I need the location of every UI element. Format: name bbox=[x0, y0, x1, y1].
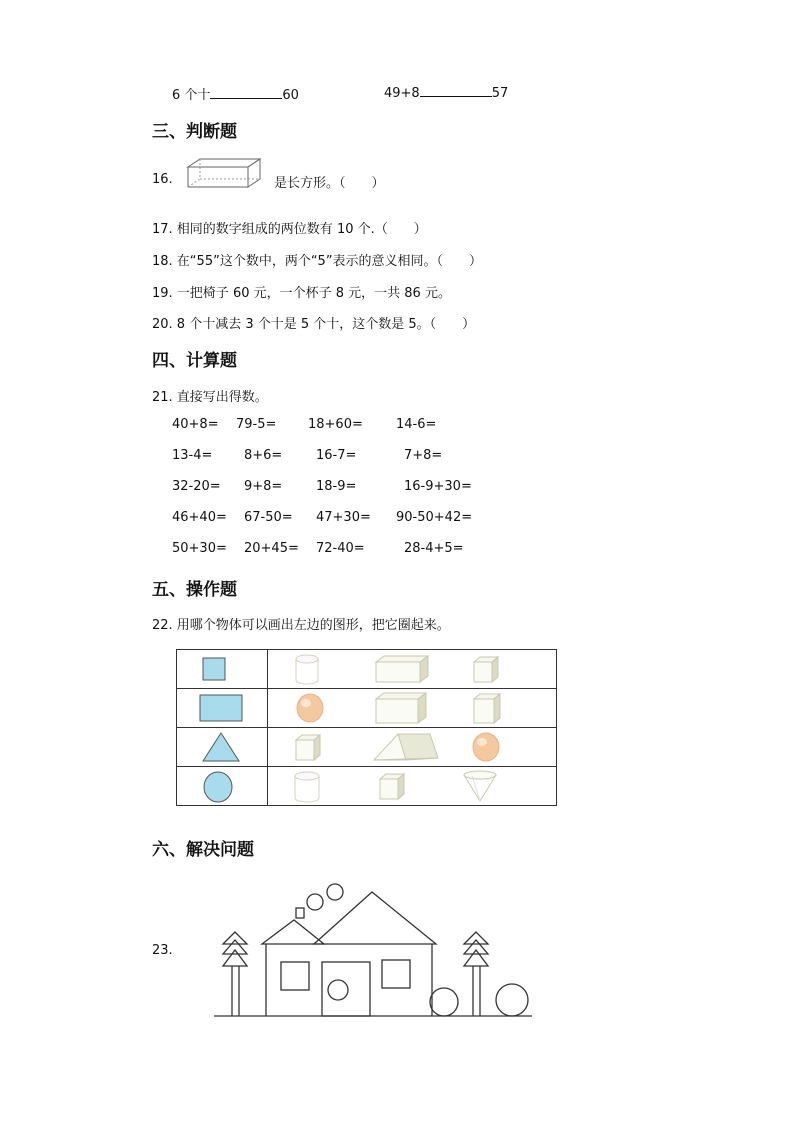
object-row bbox=[268, 689, 556, 727]
calc-item: 40+8= bbox=[172, 417, 219, 432]
tree-icon bbox=[223, 932, 247, 1016]
calc-item: 90-50+42= bbox=[396, 510, 473, 525]
compare-left: 6 个十 bbox=[172, 88, 211, 103]
calc-item: 14-6= bbox=[396, 417, 437, 432]
sphere-icon[interactable] bbox=[297, 694, 323, 722]
cube-icon[interactable] bbox=[380, 774, 404, 799]
shape-object-table bbox=[176, 649, 557, 806]
tree-icon bbox=[464, 932, 488, 1016]
bush-circle bbox=[430, 988, 458, 1016]
compare-item-1 bbox=[172, 84, 299, 103]
calc-item: 32-20= bbox=[172, 479, 221, 494]
section-title-calc: 四、计算题 bbox=[152, 351, 237, 371]
cylinder-icon[interactable] bbox=[296, 655, 318, 684]
roof-left bbox=[262, 920, 324, 944]
calc-item: 28-4+5= bbox=[404, 541, 464, 556]
question-20: 20. 8 个十减去 3 个十是 5 个十，这个数是 5。（ ） bbox=[152, 317, 476, 332]
calc-item: 72-40= bbox=[316, 541, 365, 556]
cylinder-icon[interactable] bbox=[295, 772, 319, 802]
table-row bbox=[177, 650, 557, 689]
calc-item: 18-9= bbox=[316, 479, 357, 494]
calc-item: 47+30= bbox=[316, 510, 371, 525]
calc-item: 16-9+30= bbox=[404, 479, 472, 494]
question-21: 21. 直接写出得数。 bbox=[152, 390, 268, 405]
table-row bbox=[177, 689, 557, 728]
calc-item: 18+60= bbox=[308, 417, 363, 432]
section-title-operate: 五、操作题 bbox=[152, 580, 237, 600]
cuboid-icon[interactable] bbox=[376, 656, 428, 682]
section-title-problem: 六、解决问题 bbox=[152, 840, 254, 860]
section-title-judge: 三、判断题 bbox=[152, 122, 237, 142]
smoke-circle bbox=[307, 894, 323, 910]
question-23-number: 23. bbox=[152, 943, 173, 958]
chimney bbox=[296, 908, 304, 918]
circle-icon bbox=[177, 767, 267, 805]
calc-item: 13-4= bbox=[172, 448, 213, 463]
cone-icon[interactable] bbox=[464, 771, 496, 801]
calc-item: 67-50= bbox=[244, 510, 293, 525]
door bbox=[322, 962, 370, 1016]
window bbox=[382, 960, 410, 988]
calc-item: 50+30= bbox=[172, 541, 227, 556]
compare-item-2 bbox=[384, 84, 508, 101]
question-17: 17. 相同的数字组成的两位数有 10 个.（ ） bbox=[152, 222, 427, 237]
question-16-text: 是长方形。（ ） bbox=[274, 176, 385, 191]
door-circle bbox=[328, 980, 348, 1000]
calc-item: 7+8= bbox=[404, 448, 443, 463]
object-row bbox=[268, 650, 556, 688]
object-row bbox=[268, 767, 556, 805]
house-drawing bbox=[210, 876, 540, 1026]
cuboid-figure-icon bbox=[186, 157, 264, 189]
table-row bbox=[177, 767, 557, 806]
answer-blank[interactable] bbox=[210, 86, 282, 99]
question-19: 19. 一把椅子 60 元，一个杯子 8 元，一共 86 元。 bbox=[152, 286, 451, 301]
triangle-icon bbox=[177, 728, 267, 766]
rectangle-icon bbox=[177, 689, 267, 727]
smoke-circle bbox=[327, 884, 343, 900]
cube-icon[interactable] bbox=[474, 694, 500, 723]
question-18: 18. 在“55”这个数中，两个“5”表示的意义相同。（ ） bbox=[152, 254, 483, 269]
cube-icon[interactable] bbox=[296, 735, 320, 760]
cube-icon[interactable] bbox=[474, 657, 498, 682]
triangular-prism-icon[interactable] bbox=[374, 734, 438, 760]
sphere-icon[interactable] bbox=[473, 733, 499, 761]
calc-item: 8+6= bbox=[244, 448, 283, 463]
compare-right: 57 bbox=[491, 86, 509, 101]
cuboid-icon[interactable] bbox=[376, 693, 426, 723]
compare-left: 49+8 bbox=[384, 86, 420, 101]
window bbox=[281, 962, 309, 990]
calc-item: 46+40= bbox=[172, 510, 227, 525]
calc-item: 79-5= bbox=[236, 417, 277, 432]
question-16-number: 16. bbox=[152, 172, 173, 187]
calc-item: 16-7= bbox=[316, 448, 357, 463]
calc-item: 20+45= bbox=[244, 541, 299, 556]
calc-item: 9+8= bbox=[244, 479, 283, 494]
square-icon bbox=[177, 650, 267, 688]
bush-circle bbox=[496, 984, 528, 1016]
answer-blank[interactable] bbox=[420, 84, 492, 97]
question-22: 22. 用哪个物体可以画出左边的图形，把它圈起来。 bbox=[152, 618, 450, 633]
table-row bbox=[177, 728, 557, 767]
object-row bbox=[268, 728, 556, 766]
compare-right: 60 bbox=[282, 88, 299, 103]
